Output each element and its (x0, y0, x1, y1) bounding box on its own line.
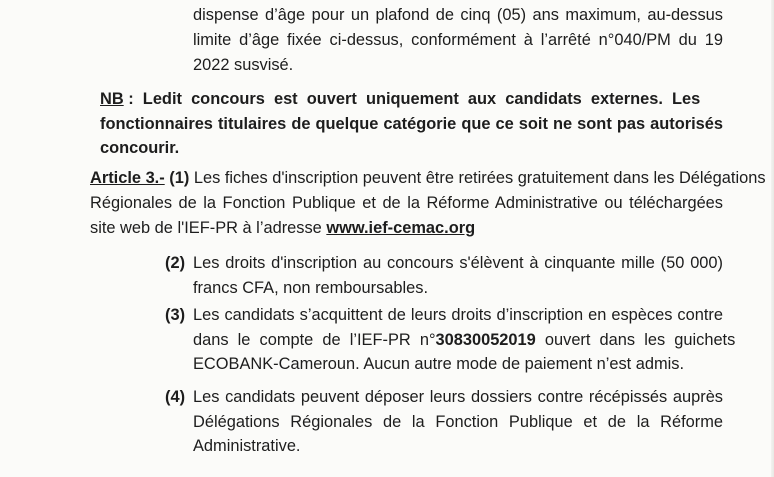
age-waiver-line-1: dispense d’âge pour un plafond de cinq (05) ans maximum, au-dessus (193, 6, 723, 24)
age-waiver-line-3: 2022 susvisé. (193, 56, 294, 74)
nb-line-1-text: : Ledit concours est ouvert uniquement aux candidats externes. Les (123, 90, 701, 108)
item-3-line-3: ECOBANK-Cameroun. Aucun autre mode de paiement n’est admis. (193, 355, 685, 373)
website-link[interactable]: www.ief-cemac.org (326, 219, 476, 237)
nb-line-1 (100, 89, 723, 109)
item-number-2: (2) (165, 254, 186, 272)
item-3-line-1: Les candidats s’acquittent de leurs droits d’inscription en espèces contre (193, 306, 723, 324)
item-number-3: (3) (165, 306, 186, 324)
item-2-line-2: francs CFA, non remboursables. (193, 279, 429, 297)
item-1-line-3 (90, 218, 475, 238)
item-4-line-3: Administrative. (193, 437, 301, 455)
item-1-line-1: Les fiches d'inscription peuvent être retirées gratuitement dans les Délégations (189, 169, 766, 187)
article3-line-1 (90, 168, 766, 188)
item-4-line-1: Les candidats peuvent déposer leurs dossiers contre récépissés auprès (193, 388, 723, 406)
item-3-line-2 (193, 330, 736, 350)
item-number-4: (4) (165, 388, 186, 406)
item-3-line-2-text: dans le compte de l’IEF-PR n° (193, 331, 436, 349)
nb-line-3: concourir. (100, 139, 180, 157)
article-label: Article 3.- (90, 169, 165, 187)
item-2-line-1: Les droits d'inscription au concours s'élèvent à cinquante mille (50 000) (193, 254, 723, 272)
nb-line-2: fonctionnaires titulaires de quelque catégorie que ce soit ne sont pas autorisés (100, 115, 723, 133)
item-4-line-2: Délégations Régionales de la Fonction Publique et de la Réforme (193, 413, 723, 431)
age-waiver-line-2: limite d’âge fixée ci-dessus, conformément à l’arrêté n°040/PM du 19 (193, 31, 723, 49)
item-3-line-2-end: ouvert dans les guichets (535, 331, 736, 349)
item-1-line-3-text: site web de l'IEF-PR à l’adresse (90, 219, 327, 237)
nb-label: NB (100, 90, 124, 108)
item-number-1: (1) (169, 169, 190, 187)
account-number: 30830052019 (435, 331, 536, 349)
item-1-line-2: Régionales de la Fonction Publique et de la Réforme Administrative ou téléchargées (90, 194, 723, 212)
